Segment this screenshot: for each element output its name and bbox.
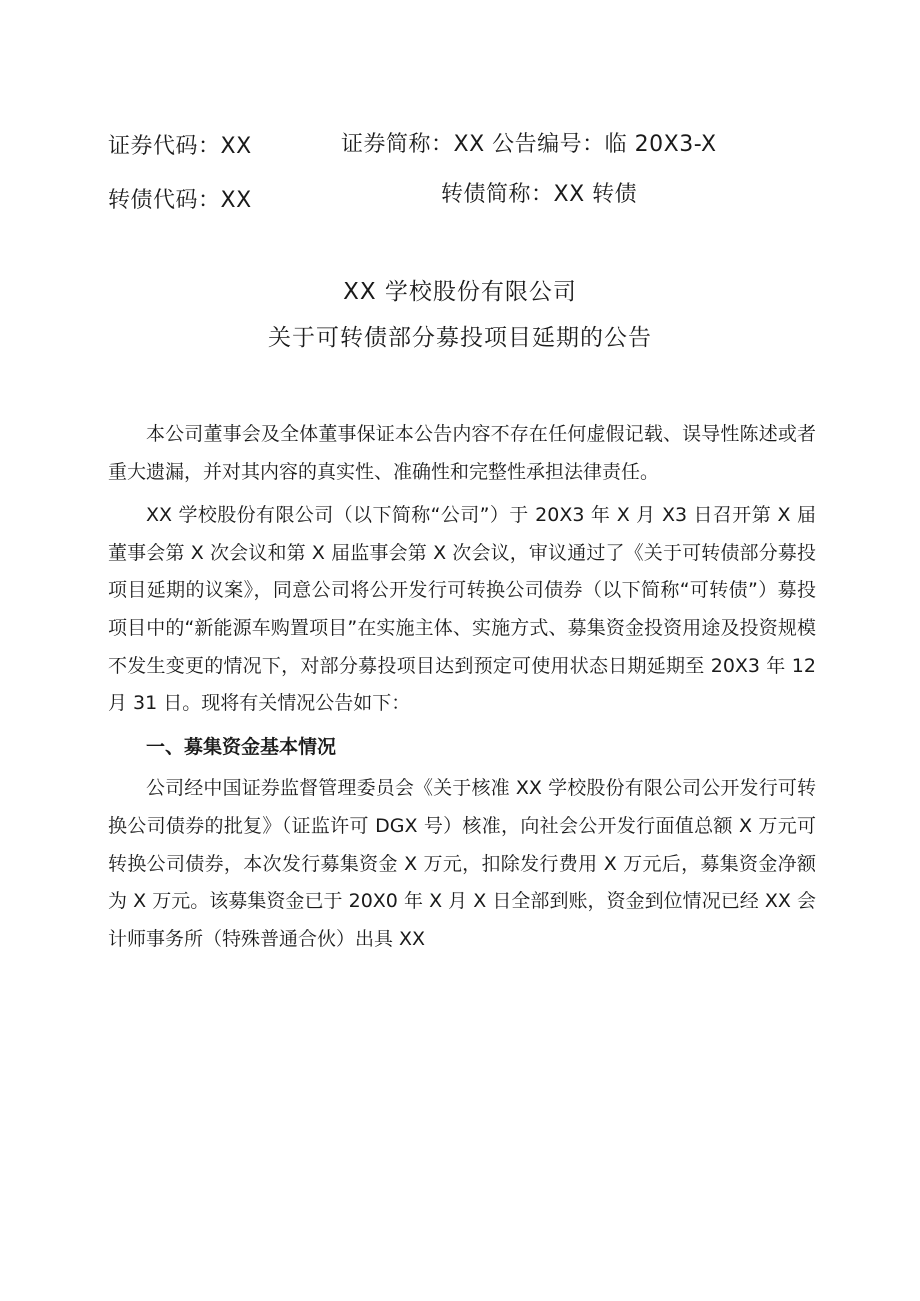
bond-abbreviation: 转债简称：XX 转债 [441, 182, 638, 207]
stock-code: 证券代码：XX [108, 134, 252, 159]
company-title: XX 学校股份有限公司 [343, 279, 577, 305]
fundraising-details-paragraph: 公司经中国证券监督管理委员会《关于核准 XX 学校股份有限公司公开发行可转换公司债券的批复》（证监许可 DGX 号）核准，向社会公开发行面值总额 X 万元可转换公司债券，本次发行募集资金 X 万元，扣除发行费用 X 万元后，募集资金净额为 X 万元。该募集资金已于 20X0 年 X 月 X 日全部到账，资金到位情况已经 XX 会计师事务所（特殊普通合伙）出具 XX [108, 777, 816, 950]
stock-abbreviation-and-announcement-number: 证券简称：XX 公告编号：临 20X3-X [341, 132, 717, 157]
meeting-resolution-paragraph: XX 学校股份有限公司（以下简称“公司”）于 20X3 年 X 月 X3 日召开第 X 届董事会第 X 次会议和第 X 届监事会第 X 次会议，审议通过了《关于可转债部分募投项目延期的议案》，同意公司将公开发行可转换公司债券（以下简称“可转债”）募投项目中的“新能源车购置项目”在实施主体、实施方式、募集资金投资用途及投资规模不发生变更的情况下，对部分募投项目达到预定可使用状态日期延期至 20X3 年 12 月 31 日。现将有关情况公告如下： [108, 504, 816, 715]
announcement-body [108, 416, 816, 964]
bond-code: 转债代码：XX [108, 188, 252, 213]
section-heading-fundraising: 一、募集资金基本情况 [146, 735, 337, 758]
announcement-title: 关于可转债部分募投项目延期的公告 [268, 325, 652, 351]
board-statement-paragraph: 本公司董事会及全体董事保证本公告内容不存在任何虚假记载、误导性陈述或者重大遗漏，并对其内容的真实性、准确性和完整性承担法律责任。 [108, 423, 816, 483]
